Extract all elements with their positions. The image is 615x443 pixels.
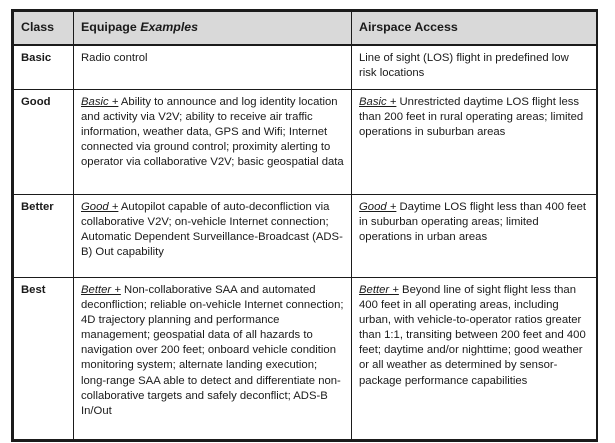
cell-class-best: Best <box>14 278 74 440</box>
equipage-airspace-table <box>11 9 598 442</box>
airspace-ref-better: Good + <box>359 201 397 213</box>
table <box>13 11 597 440</box>
cell-airspace-basic <box>352 45 597 90</box>
cell-airspace-better <box>352 195 597 278</box>
cell-equipage-best <box>74 278 352 440</box>
cell-airspace-best <box>352 278 597 440</box>
equipage-ref-best: Better + <box>81 284 121 296</box>
cell-class-good: Good <box>14 90 74 195</box>
cell-equipage-better <box>74 195 352 278</box>
column-header-class: Class <box>14 12 74 46</box>
cell-class-better: Better <box>14 195 74 278</box>
table-row <box>14 45 597 90</box>
column-header-equipage <box>74 12 352 46</box>
airspace-text-good: Unrestricted daytime LOS flight less than 200 feet in rural operating areas; limited operations in suburban areas <box>359 96 584 139</box>
equipage-text-better: Autopilot capable of auto-deconfliction via collaborative V2V; on-vehicle Internet connection; Automatic Dependent Surveillance-Broadcast (ADS-B) Out capability <box>81 201 343 259</box>
column-header-airspace: Airspace Access <box>352 12 597 46</box>
airspace-ref-good: Basic + <box>359 96 397 108</box>
table-row <box>14 278 597 440</box>
equipage-text-basic: Radio control <box>81 52 148 64</box>
table-row <box>14 90 597 195</box>
airspace-text-better: Daytime LOS flight less than 400 feet in suburban operating areas; limited operations in urban areas <box>359 201 587 244</box>
cell-equipage-good <box>74 90 352 195</box>
table-header <box>14 12 597 46</box>
table-body <box>14 45 597 440</box>
airspace-text-best: Beyond line of sight flight less than 400 feet in all operating areas, including urban, with vehicle-to-operator ratios greater than 1:1, transiting between 200 feet and 400 feet; daytime and/or nighttime; good weather or all weather as determined by sensor-package performance capabilities <box>359 284 586 387</box>
airspace-text-basic: Line of sight (LOS) flight in predefined low risk locations <box>359 52 569 80</box>
cell-airspace-good <box>352 90 597 195</box>
header-row <box>14 12 597 46</box>
equipage-text-good: Ability to announce and log identity location and activity via V2V; ability to receive air traffic information, weather data, GPS and Wifi; Internet connected via ground control; proximity alerting to operator via collaborative V2V; basic geospatial data <box>81 96 344 169</box>
cell-equipage-basic <box>74 45 352 90</box>
airspace-ref-best: Better + <box>359 284 399 296</box>
column-header-equipage-label: Equipage <box>81 20 141 34</box>
column-header-equipage-italic: Examples <box>140 20 199 34</box>
table-row <box>14 195 597 278</box>
equipage-text-best: Non-collaborative SAA and automated deconfliction; reliable on-vehicle Internet connection; 4D trajectory planning and performance management; geospatial data of all hazards to navigation over 200 feet; onboard vehicle condition monitoring system; alternate landing execution; long-range SAA able to detect and differentiate non-collaborative targets and safely deconflict; ADS-B In/Out <box>81 284 344 417</box>
equipage-ref-good: Basic + <box>81 96 119 108</box>
equipage-ref-better: Good + <box>81 201 119 213</box>
cell-class-basic: Basic <box>14 45 74 90</box>
